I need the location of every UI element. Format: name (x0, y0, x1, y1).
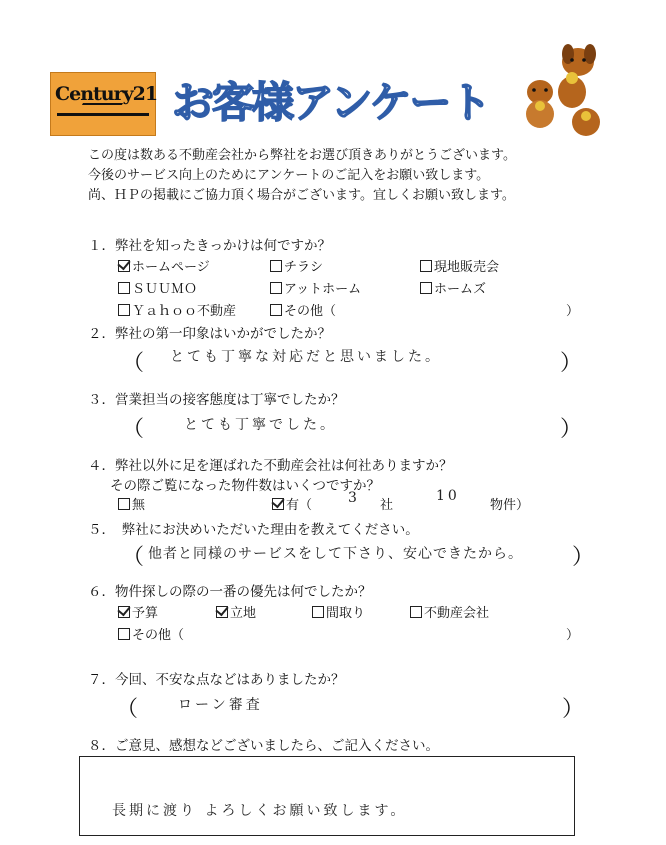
question-3: ３．営業担当の接客態度は丁寧でしたか？ (88, 392, 345, 408)
century21-logo (50, 72, 156, 136)
checkbox[interactable] (118, 498, 130, 510)
checkbox[interactable] (410, 606, 422, 618)
checkbox-checked[interactable] (118, 606, 130, 618)
intro-line-2: 今後のサービス向上のためにアンケートのご記入をお願い致します。 (88, 168, 490, 183)
question-7: ７．今回、不安な点などはありましたか？ (88, 672, 345, 688)
q6-option-layout[interactable] (312, 602, 365, 621)
logo-text: Century21 (55, 83, 158, 105)
question-6: ６．物件探しの際の一番の優先は何でしたか？ (88, 584, 372, 600)
q1-option-label: Ｙａｈｏｏ不動産 (132, 304, 237, 319)
q4-properties-unit: 物件） (490, 498, 530, 513)
intro-line-3: 尚、ＨＰの掲載にご協力頂く場合がございます。宜しくお願い致します。 (88, 188, 515, 203)
logo-underline (57, 113, 149, 116)
question-1: １．弊社を知ったきっかけは何ですか？ (88, 238, 331, 254)
q6-option-label: 予算 (132, 606, 159, 621)
question-4: ４．弊社以外に足を運ばれた不動産会社は何社ありますか？ (88, 458, 453, 474)
checkbox[interactable] (118, 628, 130, 640)
checkbox[interactable] (270, 304, 282, 316)
q4-option-none[interactable] (118, 494, 145, 513)
q7-open-paren: （ (116, 697, 139, 722)
q2-close-paren: ） (560, 351, 583, 376)
q6-option-location[interactable] (216, 602, 256, 621)
question-2: ２．弊社の第一印象はいかがでしたか？ (88, 326, 331, 342)
q5-close-paren: ） (572, 545, 595, 570)
q6-option-label: 間取り (326, 606, 366, 621)
q4-yes-label: 有（ (286, 498, 313, 513)
checkbox[interactable] (270, 282, 282, 294)
q1-option-yahoo[interactable] (118, 300, 236, 319)
q6-option-label: 不動産会社 (424, 606, 490, 621)
q5-answer[interactable]: 他者と同様のサービスをして下さり、安心できたから。 (148, 546, 523, 562)
checkbox[interactable] (118, 282, 130, 294)
checkbox[interactable] (420, 260, 432, 272)
checkbox-checked[interactable] (272, 498, 284, 510)
checkbox[interactable] (420, 282, 432, 294)
q8-comment-box[interactable] (79, 756, 575, 836)
q1-option-suumo[interactable] (118, 278, 197, 297)
page-title: お客様アンケート (172, 78, 490, 127)
q8-answer[interactable]: 長期に渡り よろしくお願い致します。 (112, 803, 408, 819)
q2-answer[interactable]: とても丁寧な対応だと思いました。 (170, 349, 442, 365)
checkbox[interactable] (270, 260, 282, 272)
q1-option-homes[interactable] (420, 278, 486, 297)
question-4-sub: その際ご覧になった物件数はいくつですか？ (110, 478, 380, 494)
question-5: ５． 弊社にお決めいただいた理由を教えてください。 (88, 522, 419, 538)
q1-option-open-house[interactable] (420, 256, 499, 275)
q3-answer[interactable]: とても丁寧でした。 (184, 417, 337, 433)
q2-open-paren: （ (122, 351, 145, 376)
dog-mascot-icon (512, 40, 610, 140)
q1-option-label: その他（ (284, 304, 337, 319)
q1-option-label: 現地販売会 (434, 260, 500, 275)
q1-option-label: ＳＵＵＭＯ (132, 282, 198, 297)
q1-option-label: チラシ (284, 260, 324, 275)
q4-properties-value[interactable]: 10 (436, 488, 460, 504)
q5-open-paren: （ (122, 545, 145, 570)
checkbox[interactable] (312, 606, 324, 618)
q1-other-close: ） (566, 304, 580, 319)
q1-option-label: アットホーム (284, 282, 362, 297)
q7-answer[interactable]: ローン審査 (178, 697, 263, 713)
q3-close-paren: ） (560, 417, 583, 442)
q1-option-flyer[interactable] (270, 256, 323, 275)
checkbox-checked[interactable] (118, 260, 130, 272)
q6-option-other[interactable] (118, 624, 184, 643)
intro-line-1: この度は数ある不動産会社から弊社をお選び頂きありがとうございます。 (88, 148, 516, 163)
q6-other-close: ） (566, 628, 580, 643)
q4-option-yes[interactable] (272, 494, 312, 513)
question-8: ８．ご意見、感想などございましたら、ご記入ください。 (88, 738, 439, 754)
q1-option-label: ホームズ (434, 282, 487, 297)
q6-option-budget[interactable] (118, 602, 158, 621)
q1-option-homepage[interactable] (118, 256, 210, 275)
q1-option-athome[interactable] (270, 278, 361, 297)
q6-option-label: 立地 (230, 606, 257, 621)
q4-none-label: 無 (132, 498, 146, 513)
q3-open-paren: （ (122, 417, 145, 442)
q6-option-agency[interactable] (410, 602, 489, 621)
checkbox[interactable] (118, 304, 130, 316)
checkbox-checked[interactable] (216, 606, 228, 618)
q6-option-label: その他（ (132, 628, 185, 643)
q4-companies-unit: 社 (380, 498, 394, 513)
q1-option-label: ホームページ (132, 260, 210, 275)
q1-option-other[interactable] (270, 300, 336, 319)
q4-companies-value[interactable]: 3 (348, 490, 360, 506)
q7-close-paren: ） (562, 697, 585, 722)
